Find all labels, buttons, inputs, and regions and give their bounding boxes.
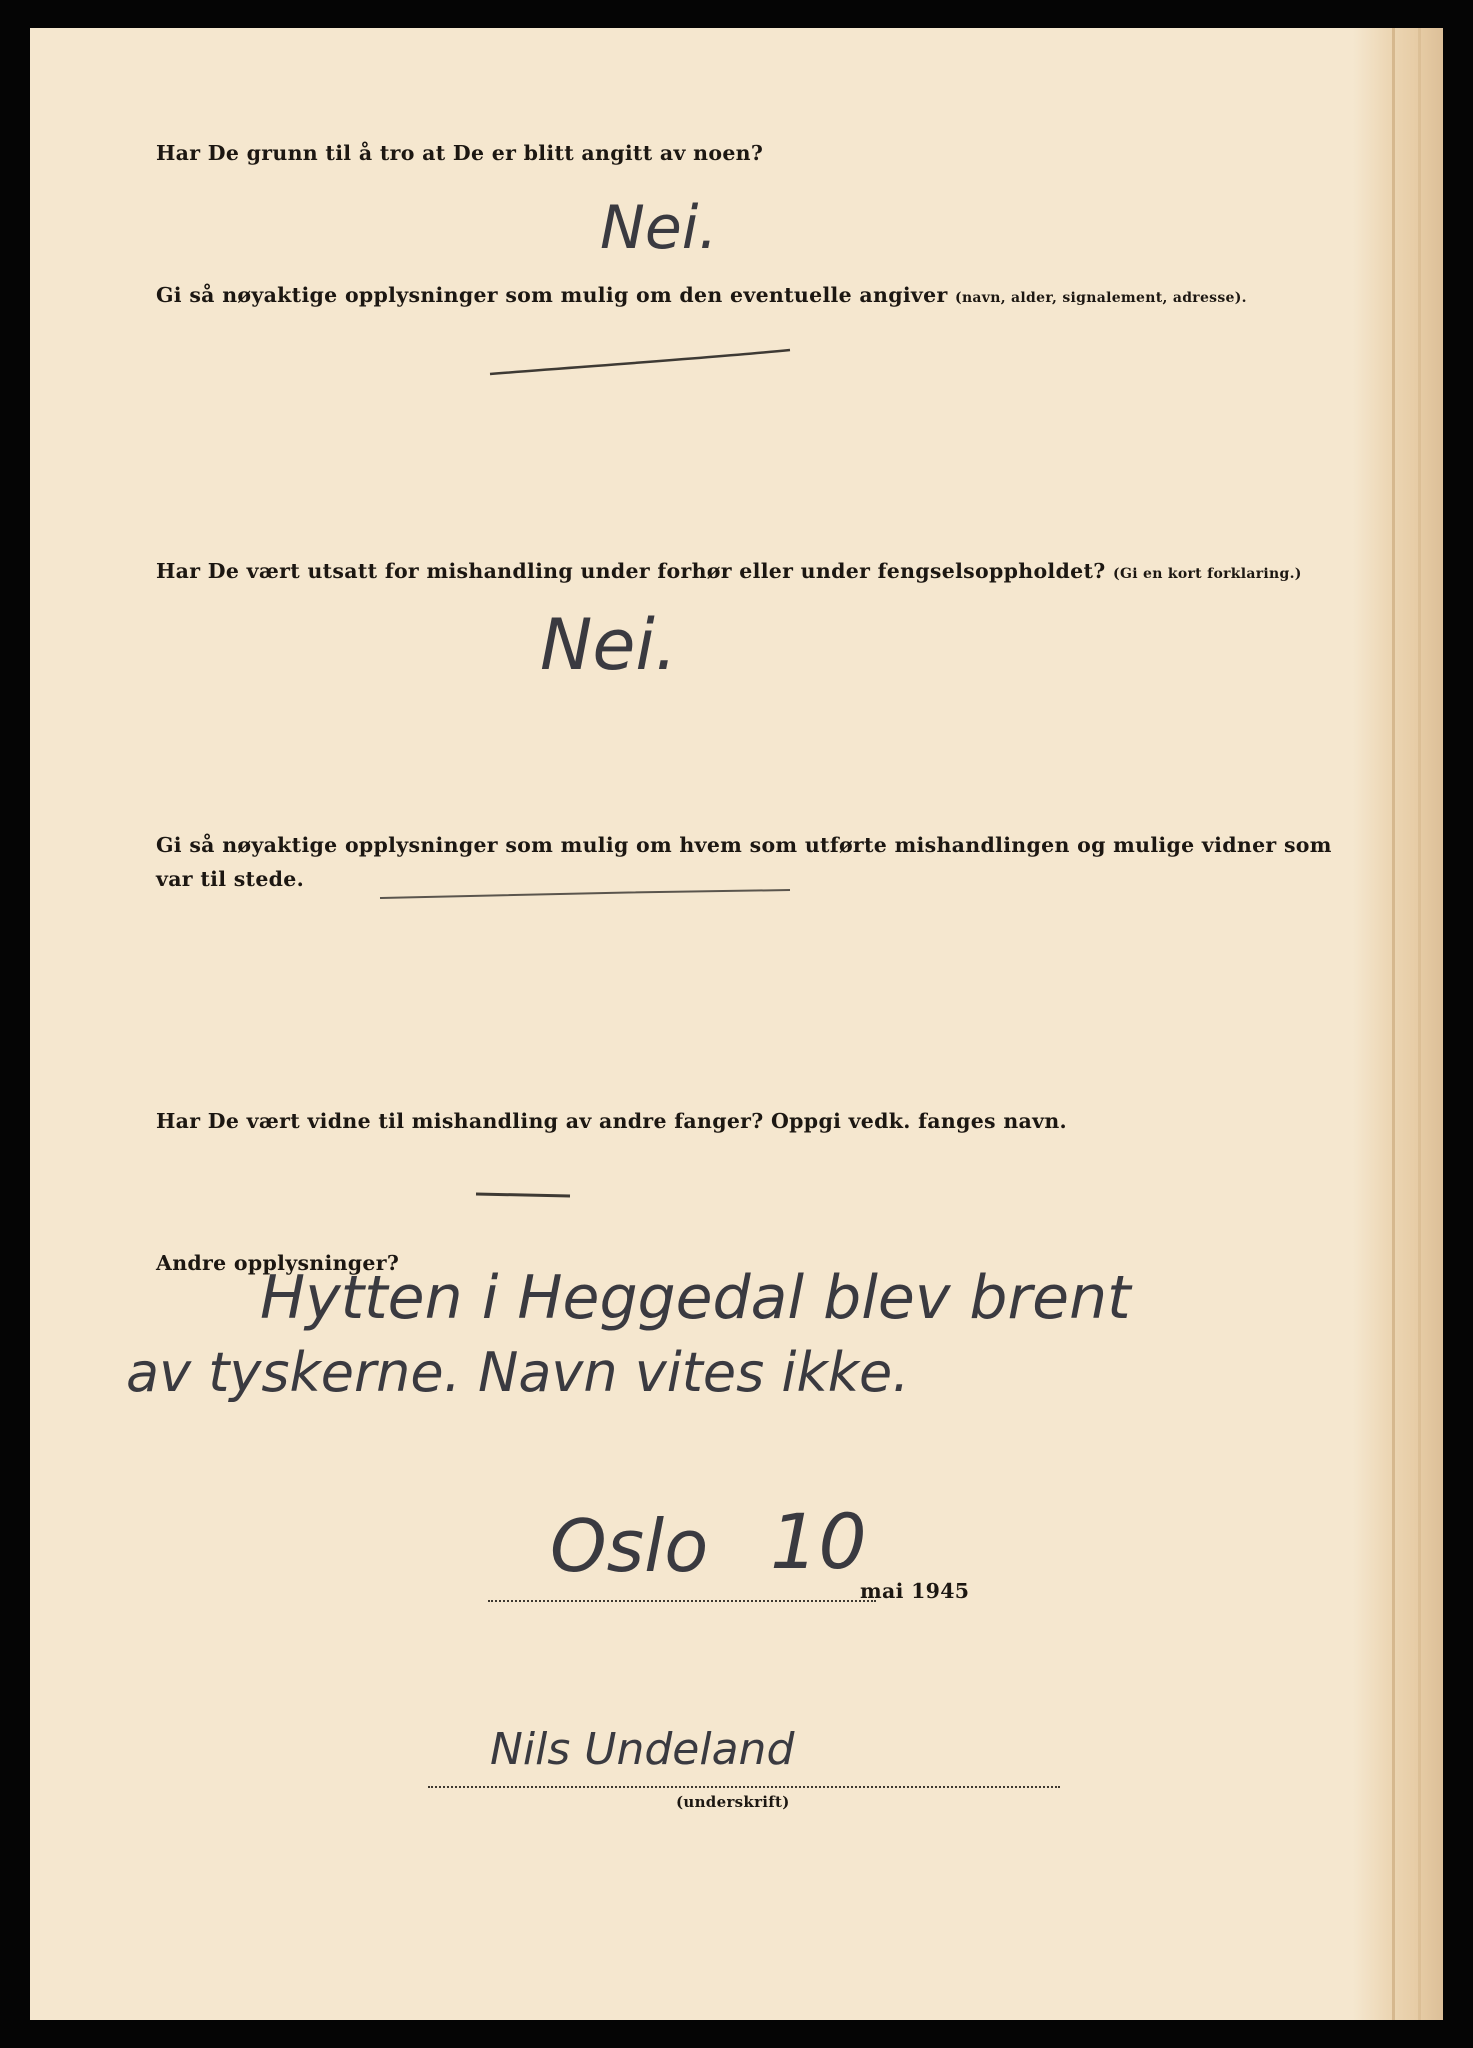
question-note: (navn, alder, signalement, adresse). — [955, 290, 1247, 306]
question-text: Har De vært utsatt for mishandling under forhør eller under fengselsoppholdet? — [156, 559, 1106, 583]
blank-line-andre-fanger — [476, 1194, 570, 1196]
answer-andre-line2: av tyskerne. Navn vites ikke. — [126, 1341, 910, 1404]
question-text: Har De grunn til å tro at De er blitt angitt av noen? — [156, 141, 764, 165]
signature-handwritten: Nils Undeland — [490, 1724, 795, 1775]
question-vidner — [156, 828, 1376, 896]
form-page — [30, 28, 1443, 2020]
question-angitt — [156, 136, 763, 170]
date-dotted-line — [488, 1600, 876, 1602]
question-text: Har De vært vidne til mishandling av andre fanger? Oppgi vedk. fanges navn. — [156, 1109, 1067, 1133]
signature-label: (underskrift) — [676, 1793, 790, 1811]
question-mishandling — [156, 554, 1302, 591]
question-andre-fanger — [156, 1104, 1067, 1138]
blank-line-angiver — [490, 350, 790, 374]
question-angiver — [156, 278, 1247, 315]
question-text: Andre opplysninger? — [156, 1251, 400, 1275]
form-rules — [30, 28, 1443, 2020]
question-text: Gi så nøyaktige opplysninger som mulig om hvem som utførte mishandlingen og mulige vidner som var til stede. — [156, 833, 1332, 891]
question-note: (Gi en kort forklaring.) — [1113, 566, 1302, 582]
date-place: Oslo — [550, 1504, 709, 1588]
answer-andre-line1: Hytten i Heggedal blev brent — [260, 1263, 1131, 1333]
question-text: Gi så nøyaktige opplysninger som mulig om den eventuelle angiver — [156, 283, 948, 307]
signature-dotted-line — [428, 1786, 1060, 1788]
answer-mishandling: Nei. — [540, 604, 678, 686]
date-day: 10 — [770, 1497, 867, 1586]
answer-angitt: Nei. — [600, 193, 718, 263]
date-month-year: mai 1945 — [860, 1579, 970, 1603]
